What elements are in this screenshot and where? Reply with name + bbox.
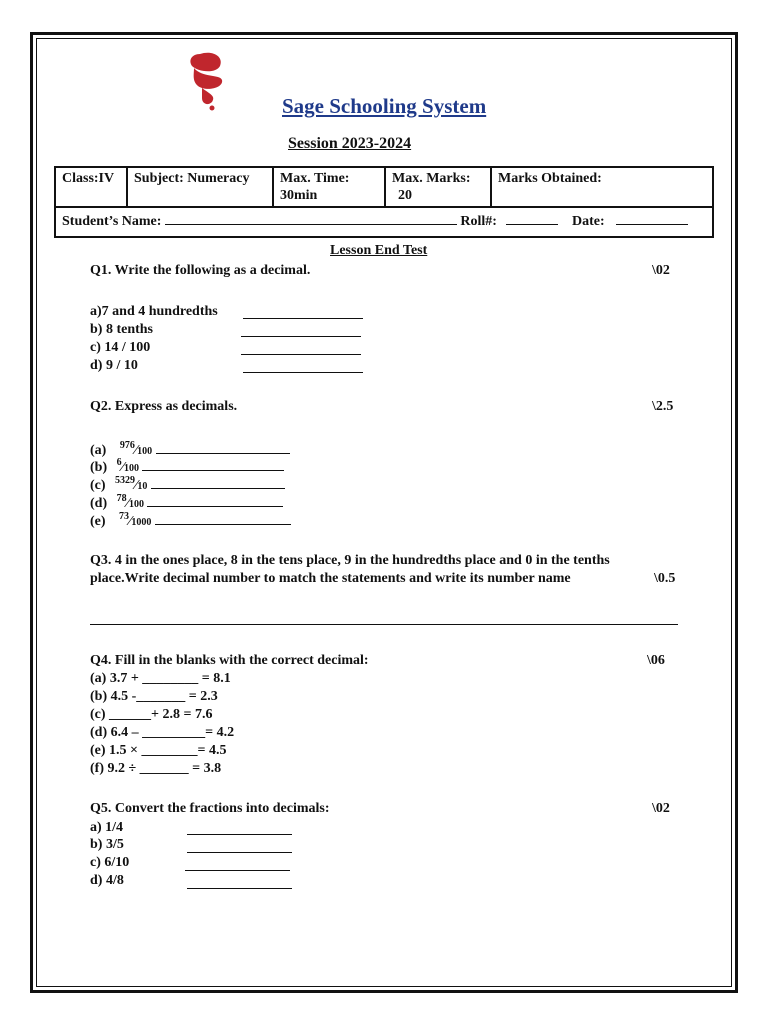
q2-item-label: (b) [90, 460, 108, 475]
q3-answer-line[interactable] [90, 624, 678, 625]
q3-line1: Q3. 4 in the ones place, 8 in the tens place, 9 in the hundredths place and 0 in the tenths [90, 553, 610, 568]
q5-item: a) 1/4 [90, 820, 124, 835]
q5-item: c) 6/10 [90, 855, 130, 870]
fraction-numerator: 73 [119, 511, 130, 522]
q2-item-label: (e) [90, 514, 106, 529]
fraction-denominator: 10 [137, 481, 148, 492]
fraction-denominator: 100 [123, 463, 139, 474]
fraction-denominator: 100 [137, 446, 153, 457]
marks-obtained-cell: Marks Obtained: [491, 167, 713, 207]
fraction-numerator: 5329 [115, 475, 136, 486]
student-name-label: Student’s Name: [62, 214, 162, 229]
student-cell[interactable] [55, 207, 713, 237]
class-cell: Class:IV [55, 167, 127, 207]
q2-marks: \2.5 [652, 399, 674, 414]
q1-item: d) 9 / 10 [90, 358, 138, 373]
q2-item: (d) $^{78}$⁄100 [90, 494, 283, 512]
answer-blank[interactable] [243, 360, 363, 373]
q2-text: Q2. Express as decimals. [90, 399, 238, 414]
fraction-numerator: 78 [116, 493, 127, 504]
q5-marks: \02 [652, 801, 670, 816]
answer-blank[interactable] [151, 476, 285, 489]
q1-text: Q1. Write the following as a decimal. [90, 263, 311, 278]
session-label: Session 2023-2024 [288, 135, 412, 152]
q2-item: (e) $^{73}$⁄1000 [90, 512, 291, 530]
answer-blank[interactable] [155, 512, 291, 525]
answer-blank[interactable] [187, 876, 292, 889]
fraction-denominator: 100 [128, 499, 144, 510]
answer-blank[interactable] [187, 822, 292, 835]
test-title: Lesson End Test [330, 243, 428, 258]
q5-item: b) 3/5 [90, 837, 124, 852]
info-row [55, 167, 713, 207]
q4-item[interactable]: (b) 4.5 -_______ = 2.3 [90, 689, 218, 704]
q5-item: d) 4/8 [90, 873, 124, 888]
max-time-value: 30min [280, 188, 318, 203]
max-marks-value: 20 [398, 188, 412, 203]
answer-blank[interactable] [243, 306, 363, 319]
q4-item[interactable]: (e) 1.5 × ________= 4.5 [90, 743, 227, 758]
date-label: Date: [571, 214, 605, 229]
q1-marks: \02 [652, 263, 670, 278]
fraction-denominator: 1000 [131, 517, 152, 528]
school-logo-icon [180, 48, 230, 112]
student-name-blank[interactable] [165, 212, 457, 225]
max-marks-cell [385, 167, 491, 207]
q2-item-label: (a) [90, 443, 107, 458]
answer-blank[interactable] [147, 494, 283, 507]
q5-text: Q5. Convert the fractions into decimals: [90, 801, 330, 816]
answer-blank[interactable] [156, 441, 290, 454]
info-table [54, 166, 714, 238]
q4-item[interactable]: (f) 9.2 ÷ _______ = 3.8 [90, 761, 222, 776]
q4-item[interactable]: (d) 6.4 – _________= 4.2 [90, 725, 235, 740]
roll-blank[interactable] [506, 212, 558, 225]
q1-item: c) 14 / 100 [90, 340, 151, 355]
answer-blank[interactable] [241, 342, 361, 355]
answer-blank[interactable] [142, 458, 284, 471]
q4-text: Q4. Fill in the blanks with the correct decimal: [90, 653, 369, 668]
q2-item: (a) $^{976}$⁄100 [90, 441, 290, 459]
q1-item: a)7 and 4 hundredths [90, 304, 218, 319]
q1-item: b) 8 tenths [90, 322, 154, 337]
q3-line2: place.Write decimal number to match the statements and write its number name [90, 571, 571, 586]
roll-label: Roll#: [460, 214, 497, 229]
max-time-label: Max. Time: [280, 171, 350, 186]
q4-item[interactable]: (a) 3.7 + ________ = 8.1 [90, 671, 231, 686]
q2-item-label: (d) [90, 496, 108, 511]
q4-marks: \06 [647, 653, 665, 668]
max-time-cell [273, 167, 385, 207]
fraction-numerator: 976 [119, 440, 135, 451]
q2-item-label: (c) [90, 478, 106, 493]
fraction-numerator: 6 [116, 457, 122, 468]
school-name: Sage Schooling System [282, 94, 487, 118]
q3-marks: \0.5 [654, 571, 676, 586]
answer-blank[interactable] [187, 840, 292, 853]
max-marks-label: Max. Marks: [392, 171, 471, 186]
q2-item: (c) $^{5329}$⁄10 [90, 476, 285, 494]
subject-cell: Subject: Numeracy [127, 167, 273, 207]
date-blank[interactable] [616, 212, 688, 225]
answer-blank[interactable] [185, 858, 290, 871]
q4-item[interactable]: (c) ______+ 2.8 = 7.6 [90, 707, 213, 722]
answer-blank[interactable] [241, 324, 361, 337]
q2-item: (b) $^6$⁄100 [90, 458, 284, 476]
student-row [55, 207, 713, 237]
